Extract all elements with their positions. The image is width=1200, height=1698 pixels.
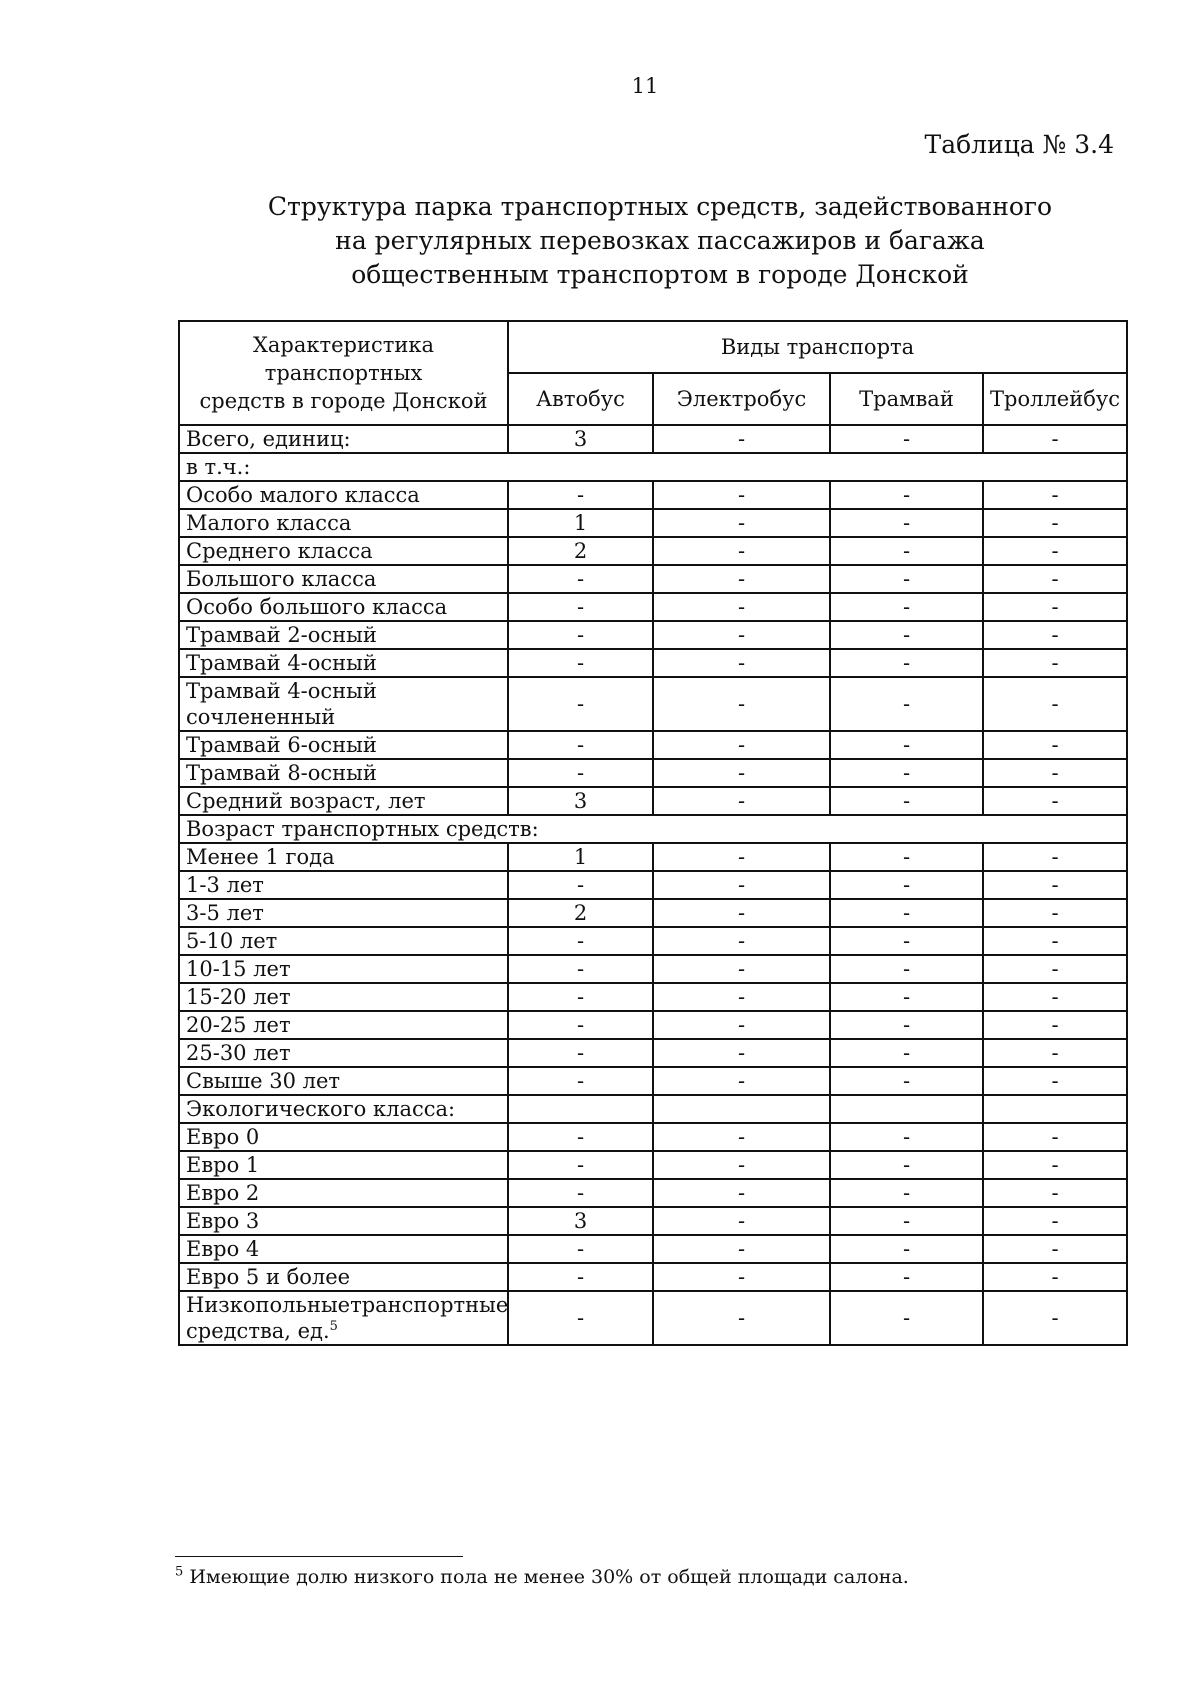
value-cell: - xyxy=(653,1235,830,1263)
value-cell: 2 xyxy=(508,899,653,927)
row-label: Менее 1 года xyxy=(179,843,508,871)
table-row xyxy=(179,1151,1127,1179)
value-cell: - xyxy=(983,871,1127,899)
table-row xyxy=(179,1291,1127,1345)
value-cell: - xyxy=(653,1123,830,1151)
table-row xyxy=(179,1263,1127,1291)
footnote xyxy=(175,1566,909,1588)
value-cell xyxy=(508,1095,653,1123)
value-cell: - xyxy=(830,1263,983,1291)
value-cell: - xyxy=(830,565,983,593)
value-cell: - xyxy=(653,481,830,509)
table-row xyxy=(179,425,1127,453)
value-cell: - xyxy=(983,787,1127,815)
table-row xyxy=(179,787,1127,815)
value-cell: - xyxy=(830,1179,983,1207)
value-cell: - xyxy=(830,871,983,899)
value-cell: - xyxy=(653,649,830,677)
value-cell: - xyxy=(983,731,1127,759)
value-cell: - xyxy=(983,537,1127,565)
row-label: Евро 0 xyxy=(179,1123,508,1151)
value-cell: - xyxy=(983,425,1127,453)
table-row xyxy=(179,1039,1127,1067)
value-cell: - xyxy=(508,927,653,955)
footnote-ref: 5 xyxy=(329,1319,338,1334)
header-bus: Автобус xyxy=(508,373,653,425)
table-row xyxy=(179,537,1127,565)
header-characteristic-line1: Характеристика транспортных xyxy=(252,333,435,385)
row-label: 10-15 лет xyxy=(179,955,508,983)
value-cell: - xyxy=(653,1291,830,1345)
row-label: Евро 5 и более xyxy=(179,1263,508,1291)
value-cell: - xyxy=(983,1123,1127,1151)
value-cell: - xyxy=(983,983,1127,1011)
value-cell: - xyxy=(983,1291,1127,1345)
value-cell: - xyxy=(983,621,1127,649)
row-label: 1-3 лет xyxy=(179,871,508,899)
value-cell: 1 xyxy=(508,509,653,537)
value-cell: - xyxy=(983,481,1127,509)
value-cell: - xyxy=(830,1011,983,1039)
title-line-2: на регулярных перевозках пассажиров и багажа xyxy=(335,226,985,255)
value-cell: - xyxy=(653,759,830,787)
table-row xyxy=(179,649,1127,677)
value-cell: - xyxy=(830,955,983,983)
row-label: Евро 4 xyxy=(179,1235,508,1263)
row-label: Свыше 30 лет xyxy=(179,1067,508,1095)
value-cell: - xyxy=(830,731,983,759)
value-cell: - xyxy=(983,593,1127,621)
value-cell: - xyxy=(508,731,653,759)
table-row xyxy=(179,815,1127,843)
value-cell: - xyxy=(830,759,983,787)
table-row xyxy=(179,565,1127,593)
value-cell: - xyxy=(830,537,983,565)
value-cell: - xyxy=(830,1207,983,1235)
table-row xyxy=(179,621,1127,649)
header-transport-types: Виды транспорта xyxy=(508,321,1127,373)
value-cell: - xyxy=(653,1151,830,1179)
table-row xyxy=(179,1207,1127,1235)
row-label: Трамвай 2-осный xyxy=(179,621,508,649)
value-cell: - xyxy=(508,1291,653,1345)
value-cell: - xyxy=(983,843,1127,871)
value-cell: - xyxy=(830,1235,983,1263)
title-line-1: Структура парка транспортных средств, задействованного xyxy=(267,192,1053,221)
value-cell xyxy=(983,1095,1127,1123)
table-row xyxy=(179,1179,1127,1207)
row-label: Евро 3 xyxy=(179,1207,508,1235)
value-cell: - xyxy=(653,509,830,537)
value-cell: - xyxy=(653,871,830,899)
value-cell: - xyxy=(830,621,983,649)
transport-fleet-table xyxy=(178,320,1128,1346)
value-cell: 1 xyxy=(508,843,653,871)
row-label: 3-5 лет xyxy=(179,899,508,927)
value-cell: - xyxy=(508,1011,653,1039)
page-number: 11 xyxy=(631,74,659,98)
value-cell: - xyxy=(830,509,983,537)
value-cell: - xyxy=(830,843,983,871)
footnote-divider xyxy=(175,1556,463,1557)
table-row xyxy=(179,955,1127,983)
table-row xyxy=(179,759,1127,787)
row-label: Трамвай 4-осный сочлененный xyxy=(179,677,508,731)
value-cell: - xyxy=(508,1179,653,1207)
value-cell: - xyxy=(830,593,983,621)
value-cell: - xyxy=(830,1039,983,1067)
value-cell: - xyxy=(983,677,1127,731)
value-cell: 3 xyxy=(508,425,653,453)
row-label: 20-25 лет xyxy=(179,1011,508,1039)
value-cell: - xyxy=(508,1263,653,1291)
row-label: в т.ч.: xyxy=(179,453,1127,481)
table-row xyxy=(179,593,1127,621)
value-cell: - xyxy=(830,1291,983,1345)
table-number: Таблица № 3.4 xyxy=(924,130,1114,159)
row-label: Особо малого класса xyxy=(179,481,508,509)
row-label-line: средства, ед.$^5$ xyxy=(186,1319,338,1343)
table-row xyxy=(179,1235,1127,1263)
value-cell: - xyxy=(653,955,830,983)
value-cell: - xyxy=(983,1067,1127,1095)
value-cell: 3 xyxy=(508,787,653,815)
table-row xyxy=(179,983,1127,1011)
value-cell: - xyxy=(653,677,830,731)
value-cell: - xyxy=(830,649,983,677)
value-cell: - xyxy=(508,759,653,787)
value-cell: - xyxy=(830,1123,983,1151)
value-cell: - xyxy=(830,1151,983,1179)
row-label: Возраст транспортных средств: xyxy=(179,815,1127,843)
value-cell: - xyxy=(508,621,653,649)
row-label: Евро 2 xyxy=(179,1179,508,1207)
value-cell: - xyxy=(983,565,1127,593)
value-cell: - xyxy=(653,1263,830,1291)
value-cell: - xyxy=(830,1067,983,1095)
row-label: Всего, единиц: xyxy=(179,425,508,453)
value-cell: - xyxy=(830,481,983,509)
table-row xyxy=(179,927,1127,955)
value-cell: - xyxy=(508,1039,653,1067)
row-label: 25-30 лет xyxy=(179,1039,508,1067)
value-cell: - xyxy=(983,1263,1127,1291)
table-row xyxy=(179,509,1127,537)
value-cell: - xyxy=(983,759,1127,787)
header-electrobus: Электробус xyxy=(653,373,830,425)
value-cell: - xyxy=(653,1011,830,1039)
value-cell: - xyxy=(508,565,653,593)
value-cell: - xyxy=(830,899,983,927)
value-cell: - xyxy=(983,1179,1127,1207)
value-cell: - xyxy=(830,677,983,731)
value-cell: - xyxy=(983,1207,1127,1235)
value-cell: - xyxy=(653,899,830,927)
table-row xyxy=(179,1067,1127,1095)
header-row-1 xyxy=(179,321,1127,373)
header-characteristic-line2: средств в городе Донской xyxy=(199,389,488,413)
row-label: 15-20 лет xyxy=(179,983,508,1011)
value-cell: - xyxy=(653,731,830,759)
row-label: Среднего класса xyxy=(179,537,508,565)
header-characteristic xyxy=(179,321,508,425)
value-cell: - xyxy=(508,677,653,731)
value-cell: - xyxy=(508,983,653,1011)
value-cell: - xyxy=(508,649,653,677)
value-cell: - xyxy=(508,481,653,509)
row-label: Средний возраст, лет xyxy=(179,787,508,815)
table-row xyxy=(179,731,1127,759)
value-cell: - xyxy=(830,787,983,815)
table-row xyxy=(179,899,1127,927)
value-cell: - xyxy=(653,537,830,565)
value-cell: - xyxy=(508,593,653,621)
row-label: Евро 1 xyxy=(179,1151,508,1179)
value-cell: - xyxy=(653,787,830,815)
table-body xyxy=(179,425,1127,1345)
value-cell: - xyxy=(653,843,830,871)
value-cell: - xyxy=(653,1207,830,1235)
value-cell: - xyxy=(508,1123,653,1151)
value-cell: - xyxy=(508,871,653,899)
value-cell: - xyxy=(508,1235,653,1263)
value-cell: 3 xyxy=(508,1207,653,1235)
value-cell xyxy=(830,1095,983,1123)
row-label: Большого класса xyxy=(179,565,508,593)
value-cell: - xyxy=(830,927,983,955)
table-row xyxy=(179,1011,1127,1039)
row-label xyxy=(179,1291,508,1345)
value-cell: - xyxy=(983,1039,1127,1067)
value-cell: - xyxy=(983,509,1127,537)
value-cell: - xyxy=(653,1179,830,1207)
table-row xyxy=(179,481,1127,509)
table-row xyxy=(179,1123,1127,1151)
table-row xyxy=(179,871,1127,899)
value-cell: - xyxy=(983,899,1127,927)
table-row xyxy=(179,843,1127,871)
value-cell xyxy=(653,1095,830,1123)
value-cell: 2 xyxy=(508,537,653,565)
header-tram: Трамвай xyxy=(830,373,983,425)
value-cell: - xyxy=(653,565,830,593)
value-cell: - xyxy=(983,649,1127,677)
header-trolleybus: Троллейбус xyxy=(983,373,1127,425)
row-label: Малого класса xyxy=(179,509,508,537)
footnote-text: Имеющие долю низкого пола не менее 30% от общей площади салона. xyxy=(183,1566,909,1588)
value-cell: - xyxy=(653,983,830,1011)
value-cell: - xyxy=(508,1067,653,1095)
row-label: 5-10 лет xyxy=(179,927,508,955)
value-cell: - xyxy=(830,425,983,453)
value-cell: - xyxy=(653,425,830,453)
value-cell: - xyxy=(983,955,1127,983)
value-cell: - xyxy=(653,593,830,621)
table-row xyxy=(179,1095,1127,1123)
value-cell: - xyxy=(653,1067,830,1095)
row-label: Трамвай 8-осный xyxy=(179,759,508,787)
row-label: Трамвай 6-осный xyxy=(179,731,508,759)
value-cell: - xyxy=(653,621,830,649)
value-cell: - xyxy=(983,1011,1127,1039)
value-cell: - xyxy=(830,983,983,1011)
row-label: Экологического класса: xyxy=(179,1095,508,1123)
row-label-line: Низкопольные транспортные xyxy=(186,1293,509,1317)
footnote-mark: 5 xyxy=(175,1564,184,1580)
table-title xyxy=(160,190,1160,292)
value-cell: - xyxy=(508,955,653,983)
row-label: Трамвай 4-осный xyxy=(179,649,508,677)
value-cell: - xyxy=(983,1235,1127,1263)
value-cell: - xyxy=(983,927,1127,955)
title-line-3: общественным транспортом в городе Донской xyxy=(351,260,969,289)
table-row xyxy=(179,677,1127,731)
value-cell: - xyxy=(653,927,830,955)
table-row xyxy=(179,453,1127,481)
value-cell: - xyxy=(983,1151,1127,1179)
value-cell: - xyxy=(508,1151,653,1179)
value-cell: - xyxy=(653,1039,830,1067)
row-label: Особо большого класса xyxy=(179,593,508,621)
